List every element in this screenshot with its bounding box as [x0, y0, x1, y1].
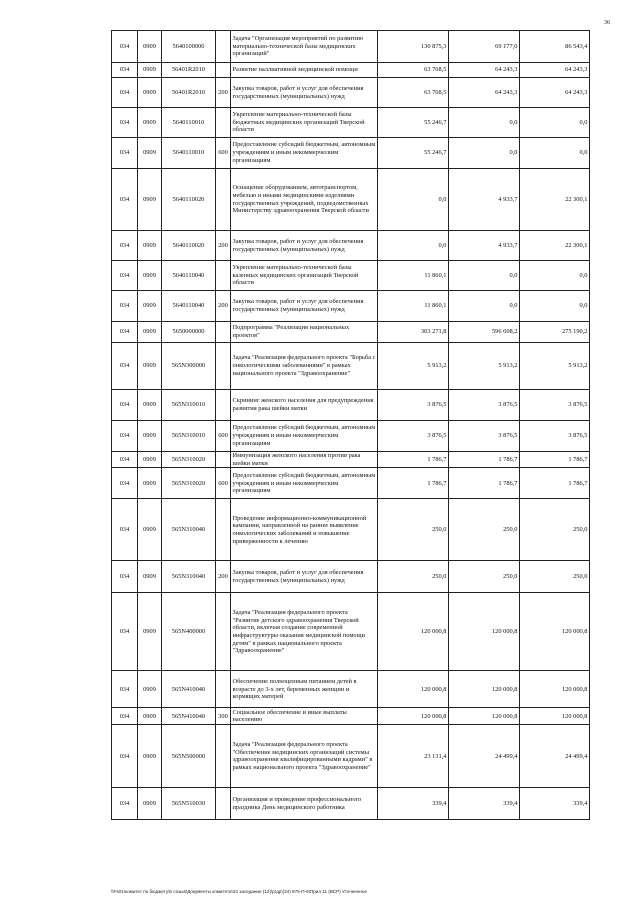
section-code: 0909: [138, 231, 162, 261]
amount-year-1: 120 000,8: [378, 708, 449, 725]
item-name: Обеспечение полноценным питанием детей в возрасте до 3-х лет, беременных женщин и кормящих матерей: [231, 671, 378, 708]
amount-year-2: 5 913,2: [449, 343, 520, 390]
expense-type-code: [216, 390, 231, 421]
table-row: [112, 31, 590, 63]
amount-year-3: 120 000,8: [520, 708, 590, 725]
section-code: 0909: [138, 390, 162, 421]
amount-year-3: 250,0: [520, 561, 590, 593]
section-code: 0909: [138, 138, 162, 169]
target-article-code: 56401R2010: [162, 63, 216, 78]
target-article-code: 565N310020: [162, 468, 216, 499]
amount-year-3: 1 786,7: [520, 468, 590, 499]
amount-year-1: 250,0: [378, 499, 449, 561]
expense-type-code: 600: [216, 421, 231, 452]
table-row: [112, 421, 590, 452]
amount-year-2: 3 876,5: [449, 390, 520, 421]
amount-year-2: 64 243,3: [449, 78, 520, 108]
amount-year-3: 24 499,4: [520, 725, 590, 788]
table-row: [112, 671, 590, 708]
item-name: Предоставление субсидий бюджетным, автономным учреждениям и иным некоммерческим организациям: [231, 138, 378, 169]
section-code: 0909: [138, 561, 162, 593]
expense-type-code: [216, 343, 231, 390]
amount-year-3: 339,4: [520, 788, 590, 820]
section-code: 0909: [138, 452, 162, 468]
amount-year-2: 69 177,0: [449, 31, 520, 63]
amount-year-2: 0,0: [449, 291, 520, 322]
amount-year-2: 0,0: [449, 261, 520, 291]
amount-year-1: 55 246,7: [378, 138, 449, 169]
expense-type-code: [216, 261, 231, 291]
target-article-code: 5640110040: [162, 261, 216, 291]
amount-year-1: 1 786,7: [378, 468, 449, 499]
expense-type-code: [216, 169, 231, 231]
amount-year-1: 250,0: [378, 561, 449, 593]
amount-year-2: 596 608,2: [449, 322, 520, 343]
section-code: 0909: [138, 31, 162, 63]
department-code: 034: [112, 343, 138, 390]
section-code: 0909: [138, 291, 162, 322]
table-row: [112, 452, 590, 468]
department-code: 034: [112, 725, 138, 788]
item-name: Подпрограмма "Реализация национальных проектов": [231, 322, 378, 343]
department-code: 034: [112, 322, 138, 343]
table-row: [112, 169, 590, 231]
target-article-code: 5650000000: [162, 322, 216, 343]
table-row: [112, 322, 590, 343]
section-code: 0909: [138, 322, 162, 343]
target-article-code: 565N310010: [162, 421, 216, 452]
amount-year-3: 0,0: [520, 291, 590, 322]
section-code: 0909: [138, 343, 162, 390]
item-name: Закупка товаров, работ и услуг для обеспечения государственных (муниципальных) нужд: [231, 231, 378, 261]
department-code: 034: [112, 708, 138, 725]
department-code: 034: [112, 108, 138, 138]
amount-year-1: 63 768,5: [378, 63, 449, 78]
table-row: [112, 593, 590, 671]
page-number: 36: [604, 20, 610, 26]
amount-year-3: 86 543,4: [520, 31, 590, 63]
item-name: Укрепление материально-технической базы казенных медицинских организаций Тверской области: [231, 261, 378, 291]
target-article-code: 5640110040: [162, 291, 216, 322]
expense-type-code: [216, 671, 231, 708]
amount-year-2: 1 786,7: [449, 468, 520, 499]
amount-year-3: 0,0: [520, 108, 590, 138]
amount-year-2: 24 499,4: [449, 725, 520, 788]
budget-table: [111, 30, 590, 820]
amount-year-1: 120 000,8: [378, 593, 449, 671]
amount-year-1: 5 913,2: [378, 343, 449, 390]
amount-year-1: 0,0: [378, 169, 449, 231]
target-article-code: 5640100000: [162, 31, 216, 63]
department-code: 034: [112, 31, 138, 63]
amount-year-3: 64 243,3: [520, 63, 590, 78]
section-code: 0909: [138, 108, 162, 138]
expense-type-code: 200: [216, 561, 231, 593]
amount-year-1: 11 860,1: [378, 261, 449, 291]
table-row: [112, 78, 590, 108]
amount-year-1: 339,4: [378, 788, 449, 820]
amount-year-1: 55 246,7: [378, 108, 449, 138]
table-row: [112, 468, 590, 499]
expense-type-code: 200: [216, 291, 231, 322]
amount-year-3: 0,0: [520, 138, 590, 169]
item-name: Оснащение оборудованием, автотранспортом, мебелью и иными медицинскими изделиями государственных учреждений, подведомственных Министерству здравоохранения Тверской области: [231, 169, 378, 231]
table-body: [112, 31, 590, 820]
amount-year-3: 1 786,7: [520, 452, 590, 468]
department-code: 034: [112, 468, 138, 499]
expense-type-code: [216, 725, 231, 788]
table-row: [112, 108, 590, 138]
expense-type-code: [216, 788, 231, 820]
target-article-code: 565N500000: [162, 725, 216, 788]
table-row: [112, 343, 590, 390]
expense-type-code: [216, 499, 231, 561]
section-code: 0909: [138, 169, 162, 231]
section-code: 0909: [138, 671, 162, 708]
item-name: Скрининг женского населения для предупреждения развития рака шейки матки: [231, 390, 378, 421]
department-code: 034: [112, 138, 138, 169]
item-name: Закупка товаров, работ и услуг для обеспечения государственных (муниципальных) нужд: [231, 561, 378, 593]
expense-type-code: 600: [216, 138, 231, 169]
table-row: [112, 725, 590, 788]
expense-type-code: 300: [216, 708, 231, 725]
target-article-code: 5640110020: [162, 231, 216, 261]
amount-year-2: 120 000,8: [449, 593, 520, 671]
amount-year-3: 0,0: [520, 261, 590, 291]
table-row: [112, 63, 590, 78]
amount-year-1: 63 768,5: [378, 78, 449, 108]
item-name: Закупка товаров, работ и услуг для обеспечения государственных (муниципальных) нужд: [231, 291, 378, 322]
amount-year-3: 120 000,8: [520, 593, 590, 671]
expense-type-code: [216, 322, 231, 343]
target-article-code: 5640110010: [162, 108, 216, 138]
amount-year-2: 4 933,7: [449, 231, 520, 261]
department-code: 034: [112, 291, 138, 322]
department-code: 034: [112, 452, 138, 468]
target-article-code: 565N300000: [162, 343, 216, 390]
table-row: [112, 261, 590, 291]
target-article-code: 5640110010: [162, 138, 216, 169]
expense-type-code: [216, 31, 231, 63]
section-code: 0909: [138, 261, 162, 291]
table-row: [112, 708, 590, 725]
amount-year-3: 5 913,2: [520, 343, 590, 390]
department-code: 034: [112, 78, 138, 108]
amount-year-3: 64 243,3: [520, 78, 590, 108]
table-row: [112, 788, 590, 820]
table-row: [112, 138, 590, 169]
expense-type-code: [216, 452, 231, 468]
amount-year-1: 3 876,5: [378, 421, 449, 452]
item-name: Задача "Реализация федерального проекта "Обеспечение медицинских организаций системы здравоохранения квалифицированными кадрами" в рамках национального проекта "Здравоохранение": [231, 725, 378, 788]
amount-year-2: 0,0: [449, 108, 520, 138]
item-name: Укрепление материально-технической базы бюджетных медицинских организаций Тверской области: [231, 108, 378, 138]
department-code: 034: [112, 231, 138, 261]
amount-year-2: 250,0: [449, 561, 520, 593]
target-article-code: 565N310040: [162, 561, 216, 593]
item-name: Организация и проведение профессионального праздника День медицинского работника: [231, 788, 378, 820]
target-article-code: 565N510030: [162, 788, 216, 820]
amount-year-2: 120 000,8: [449, 708, 520, 725]
amount-year-1: 11 860,1: [378, 291, 449, 322]
table-row: [112, 231, 590, 261]
target-article-code: 565N310010: [162, 390, 216, 421]
table-row: [112, 561, 590, 593]
target-article-code: 565N310040: [162, 499, 216, 561]
amount-year-2: 339,4: [449, 788, 520, 820]
expense-type-code: 200: [216, 78, 231, 108]
expense-type-code: [216, 108, 231, 138]
expense-type-code: [216, 593, 231, 671]
section-code: 0909: [138, 468, 162, 499]
item-name: Социальное обеспечение и иные выплаты населению: [231, 708, 378, 725]
expense-type-code: 600: [216, 468, 231, 499]
department-code: 034: [112, 261, 138, 291]
target-article-code: 565N410040: [162, 708, 216, 725]
item-name: Предоставление субсидий бюджетным, автономным учреждениям и иным некоммерческим организациям: [231, 421, 378, 452]
amount-year-3: 120 000,8: [520, 671, 590, 708]
expense-type-code: [216, 63, 231, 78]
amount-year-2: 3 876,5: [449, 421, 520, 452]
section-code: 0909: [138, 78, 162, 108]
amount-year-2: 0,0: [449, 138, 520, 169]
item-name: Задача "Реализация федерального проекта "Развитие детского здравоохранения Тверской области, включая создание современной инфраструктуры оказания медицинской помощи детям" в рамках национального проекта "Здравоохранение": [231, 593, 378, 671]
department-code: 034: [112, 671, 138, 708]
footer-path: \\Fs01\комитет по бюджету\6 созыв\Документы комитета\34 заседание (12)\р\др\(34) 875-П-6\Прил 11 (ВСР) Уточненное: [111, 889, 368, 894]
section-code: 0909: [138, 499, 162, 561]
item-name: Проведение информационно-коммуникационной кампании, направленной на раннее выявление онкологических заболеваний и повышение приверженности к лечению: [231, 499, 378, 561]
table-row: [112, 291, 590, 322]
table-row: [112, 499, 590, 561]
amount-year-2: 4 933,7: [449, 169, 520, 231]
amount-year-1: 0,0: [378, 231, 449, 261]
amount-year-2: 120 000,8: [449, 671, 520, 708]
amount-year-2: 250,0: [449, 499, 520, 561]
item-name: Предоставление субсидий бюджетным, автономным учреждениям и иным некоммерческим организациям: [231, 468, 378, 499]
target-article-code: 565N310020: [162, 452, 216, 468]
amount-year-2: 64 243,3: [449, 63, 520, 78]
department-code: 034: [112, 169, 138, 231]
amount-year-3: 275 190,2: [520, 322, 590, 343]
section-code: 0909: [138, 725, 162, 788]
department-code: 034: [112, 788, 138, 820]
department-code: 034: [112, 499, 138, 561]
amount-year-3: 250,0: [520, 499, 590, 561]
item-name: Задача "Организация мероприятий по развитию материально-технической базы медицинских организаций": [231, 31, 378, 63]
department-code: 034: [112, 390, 138, 421]
amount-year-3: 22 300,1: [520, 169, 590, 231]
amount-year-3: 22 300,1: [520, 231, 590, 261]
section-code: 0909: [138, 63, 162, 78]
expense-type-code: 200: [216, 231, 231, 261]
item-name: Иммунизация женского населения против рака шейки матки: [231, 452, 378, 468]
amount-year-1: 120 000,8: [378, 671, 449, 708]
section-code: 0909: [138, 788, 162, 820]
department-code: 034: [112, 63, 138, 78]
table-row: [112, 390, 590, 421]
amount-year-1: 3 876,5: [378, 390, 449, 421]
target-article-code: 56401R2010: [162, 78, 216, 108]
section-code: 0909: [138, 421, 162, 452]
department-code: 034: [112, 593, 138, 671]
department-code: 034: [112, 561, 138, 593]
amount-year-2: 1 786,7: [449, 452, 520, 468]
amount-year-3: 3 876,5: [520, 390, 590, 421]
item-name: Задача "Реализация федерального проекта "Борьба с онкологическими заболеваниями" в рамках национального проекта "Здравоохранение": [231, 343, 378, 390]
department-code: 034: [112, 421, 138, 452]
amount-year-1: 23 131,4: [378, 725, 449, 788]
section-code: 0909: [138, 708, 162, 725]
target-article-code: 5640110020: [162, 169, 216, 231]
amount-year-3: 3 876,5: [520, 421, 590, 452]
amount-year-1: 303 271,8: [378, 322, 449, 343]
target-article-code: 565N400000: [162, 593, 216, 671]
target-article-code: 565N410040: [162, 671, 216, 708]
section-code: 0909: [138, 593, 162, 671]
amount-year-1: 130 875,3: [378, 31, 449, 63]
item-name: Развитие паллиативной медицинской помощи: [231, 63, 378, 78]
amount-year-1: 1 786,7: [378, 452, 449, 468]
item-name: Закупка товаров, работ и услуг для обеспечения государственных (муниципальных) нужд: [231, 78, 378, 108]
